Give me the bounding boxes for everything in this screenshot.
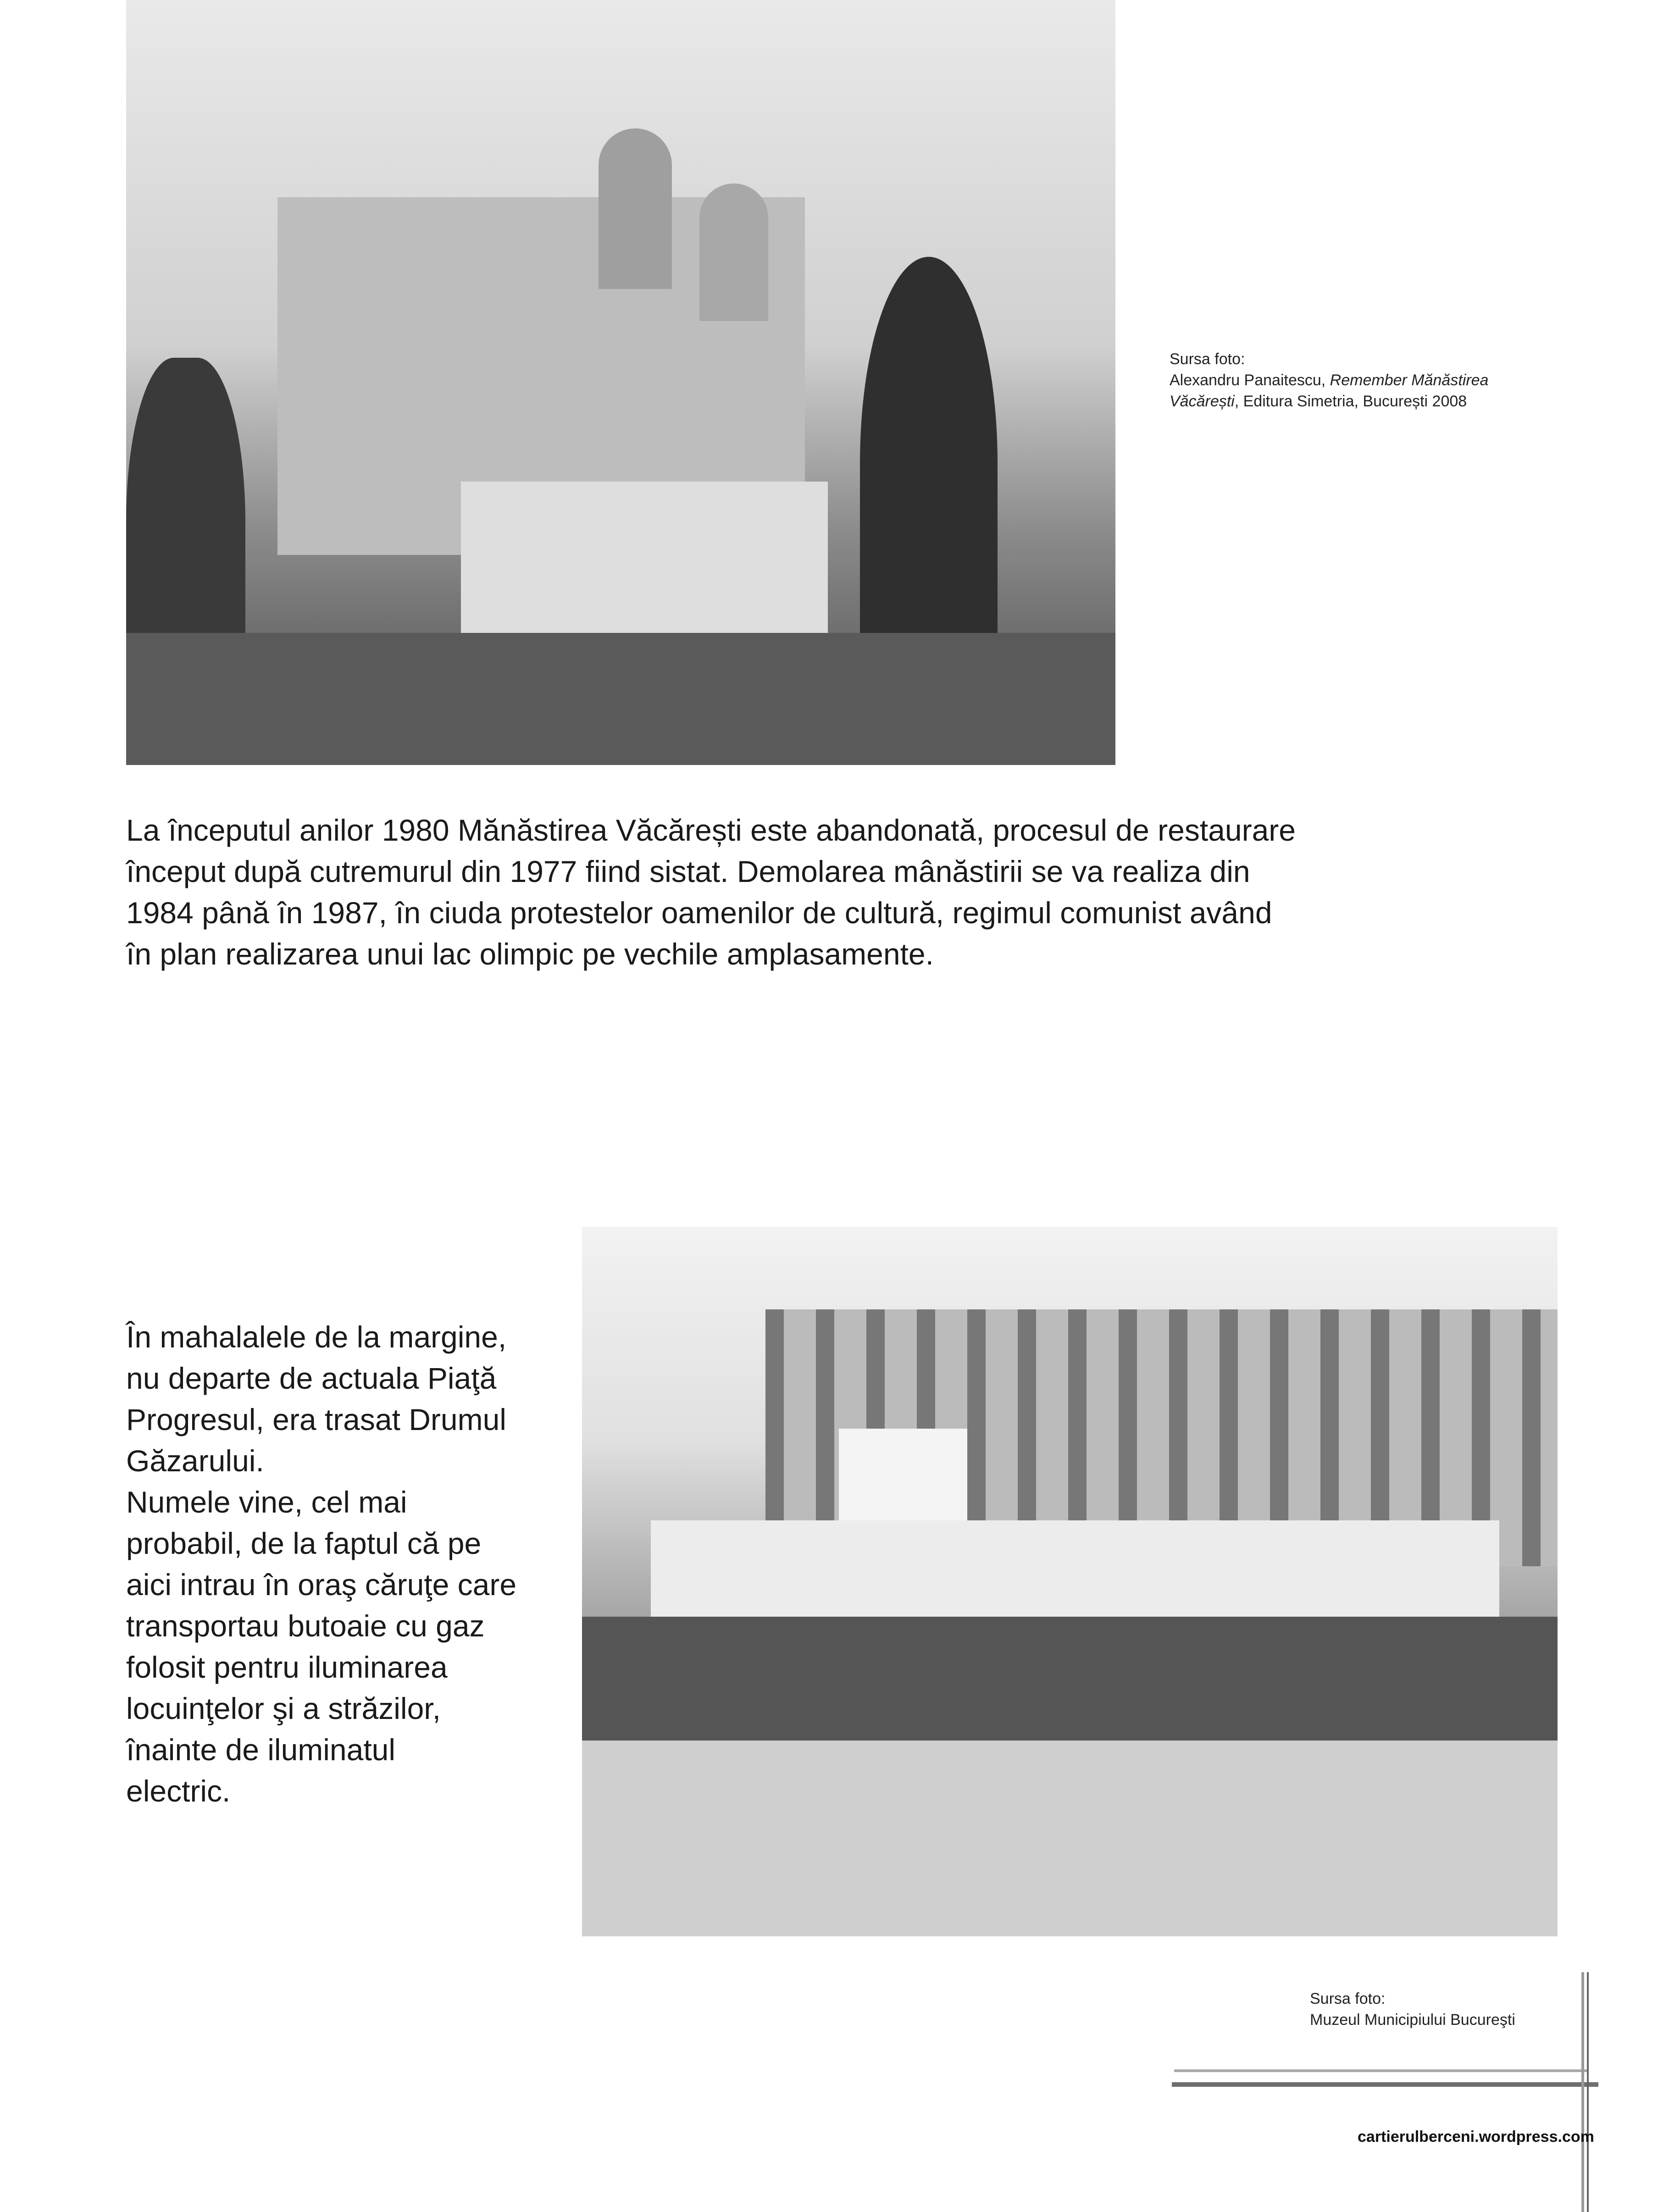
text-line: La începutul anilor 1980 Mănăstirea Văcărești este abandonată, procesul de restaurare xyxy=(126,813,1296,847)
small-house xyxy=(461,482,828,633)
text-line: în plan realizarea unui lac olimpic pe vechile amplasamente. xyxy=(126,937,934,971)
monastery-photo xyxy=(126,0,1115,765)
text-line: aici intrau în oraş căruţe care xyxy=(126,1568,517,1602)
text-line: înainte de iluminatul xyxy=(126,1733,396,1767)
grass xyxy=(126,633,1115,765)
text-line: Numele vine, cel mai xyxy=(126,1485,407,1519)
text-line: locuinţelor şi a străzilor, xyxy=(126,1691,441,1725)
text-line: 1984 până în 1987, în ciuda protestelor oamenilor de cultură, regimul comunist având xyxy=(126,896,1272,930)
caption-title: Remember Mănăstirea xyxy=(1330,371,1489,389)
text-line: folosit pentru iluminarea xyxy=(126,1650,448,1684)
caption-source: Muzeul Municipiului Bucureşti xyxy=(1310,2011,1515,2029)
church-tower xyxy=(699,183,768,321)
text-line: În mahalalele de la margine, xyxy=(126,1320,507,1354)
monastery-paragraph xyxy=(126,809,1296,975)
text-line: Găzarului. xyxy=(126,1444,264,1478)
footer-website-url: cartierulberceni.wordpress.com xyxy=(1358,2128,1594,2145)
text-line: început după cutremurul din 1977 fiind sistat. Demolarea mânăstirii se va realiza din xyxy=(126,854,1250,888)
photo1-caption xyxy=(1170,349,1488,412)
text-line: probabil, de la faptul că pe xyxy=(126,1526,482,1560)
gazarului-paragraph xyxy=(126,1316,516,1812)
market-hall xyxy=(651,1520,1499,1626)
text-line: electric. xyxy=(126,1774,231,1808)
tree xyxy=(860,257,998,670)
pavement xyxy=(582,1741,1558,1936)
caption-publisher: , Editura Simetria, București 2008 xyxy=(1234,393,1467,410)
decorative-rule xyxy=(1172,2082,1598,2087)
decorative-rule xyxy=(1587,1972,1589,2212)
decorative-rule xyxy=(1174,2069,1587,2072)
decorative-rule xyxy=(1581,1972,1584,2212)
text-line: Progresul, era trasat Drumul xyxy=(126,1403,506,1436)
caption-label: Sursa foto: xyxy=(1170,350,1245,368)
market-photo xyxy=(582,1227,1558,1936)
text-line: transportau butoaie cu gaz xyxy=(126,1609,485,1643)
caption-author: Alexandru Panaitescu, xyxy=(1170,371,1330,389)
church-tower xyxy=(599,128,672,289)
market-crowd xyxy=(582,1617,1558,1745)
photo2-caption xyxy=(1310,1988,1515,2030)
caption-title: Văcărești xyxy=(1170,393,1235,410)
text-line: nu departe de actuala Piaţă xyxy=(126,1361,497,1395)
caption-label: Sursa foto: xyxy=(1310,1990,1386,2007)
